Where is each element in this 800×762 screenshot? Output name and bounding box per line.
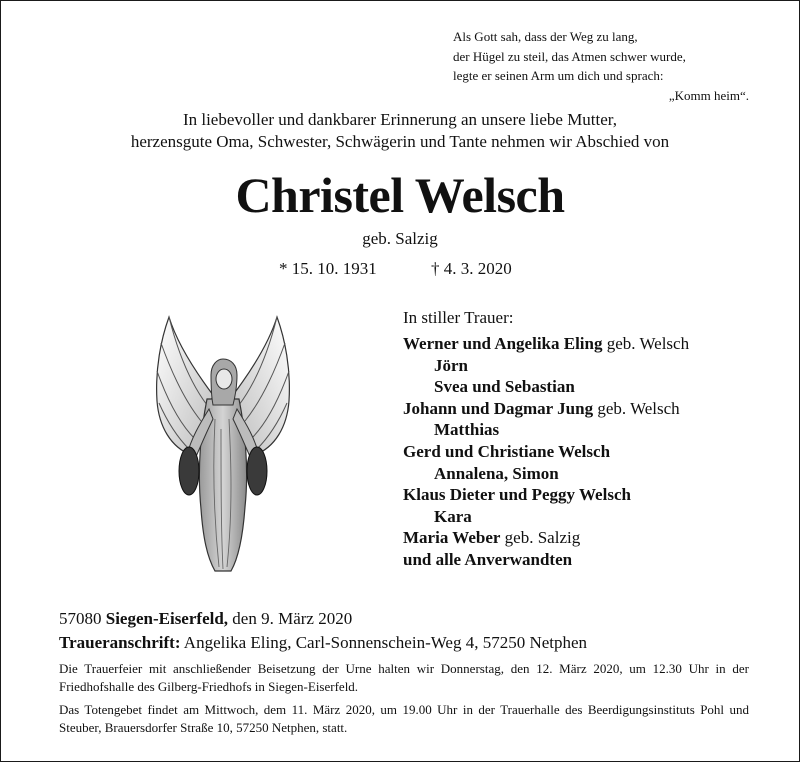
list-item: Maria Weber geb. Salzig (403, 528, 581, 548)
list-item: Johann und Dagmar Jung geb. Welsch (403, 398, 680, 418)
list-item: Svea und Sebastian (434, 377, 575, 397)
poem-line: Als Gott sah, dass der Weg zu lang, (453, 29, 638, 44)
birth-date: * 15. 10. 1931 (279, 259, 377, 278)
list-item: Klaus Dieter und Peggy Welsch (403, 485, 631, 505)
service-details (59, 660, 749, 742)
list-item: Jörn (434, 355, 468, 375)
list-item: Werner und Angelika Eling geb. Welsch (403, 334, 690, 353)
poem-line: legte er seinen Arm um dich und sprach: (453, 68, 664, 83)
list-item: und alle Anverwandten (403, 549, 573, 569)
mourners-heading: In stiller Trauer: (403, 308, 514, 327)
maiden-name: geb. Salzig (362, 229, 438, 248)
angel-icon (141, 309, 301, 573)
mourning-address: Traueranschrift: Angelika Eling, Carl-Sonnenschein-Weg 4, 57250 Netphen (59, 633, 588, 652)
list-item: Annalena, Simon (434, 463, 559, 483)
right-bowl (247, 447, 267, 495)
poem-line: der Hügel zu steil, das Atmen schwer wurde, (453, 48, 686, 64)
intro-text (1, 109, 799, 153)
list-item: Gerd und Christiane Welsch (403, 441, 611, 461)
face (216, 369, 232, 389)
left-bowl (179, 447, 199, 495)
prayer-text: Das Totengebet findet am Mittwoch, dem 11. März 2020, um 19.00 Uhr in der Trauerhalle des Beerdigungsinstituts Pohl und Steuber, Brauersdorfer Straße 10, 57250 Netphen, statt. (59, 702, 749, 735)
intro-line: herzensgute Oma, Schwester, Schwägerin und Tante nehmen wir Abschied von (130, 132, 670, 151)
deceased-name: Christel Welsch (235, 167, 565, 223)
poem-line: „Komm heim“. (668, 87, 749, 103)
mourners-list (403, 307, 773, 571)
death-date: † 4. 3. 2020 (431, 259, 512, 278)
poem (453, 27, 749, 105)
funeral-service-text: Die Trauerfeier mit anschließender Beisetzung der Urne halten wir Donnerstag, den 12. März 2020, um 12.30 Uhr in der Friedhofshalle des Gilberg-Friedhofs in Siegen-Eiserfeld. (59, 661, 749, 694)
place-and-date: 57080 Siegen-Eiserfeld, den 9. März 2020 (59, 609, 353, 628)
list-item: Kara (434, 506, 472, 526)
list-item: Matthias (434, 420, 500, 440)
intro-line: In liebevoller und dankbarer Erinnerung an unsere liebe Mutter, (182, 110, 618, 129)
